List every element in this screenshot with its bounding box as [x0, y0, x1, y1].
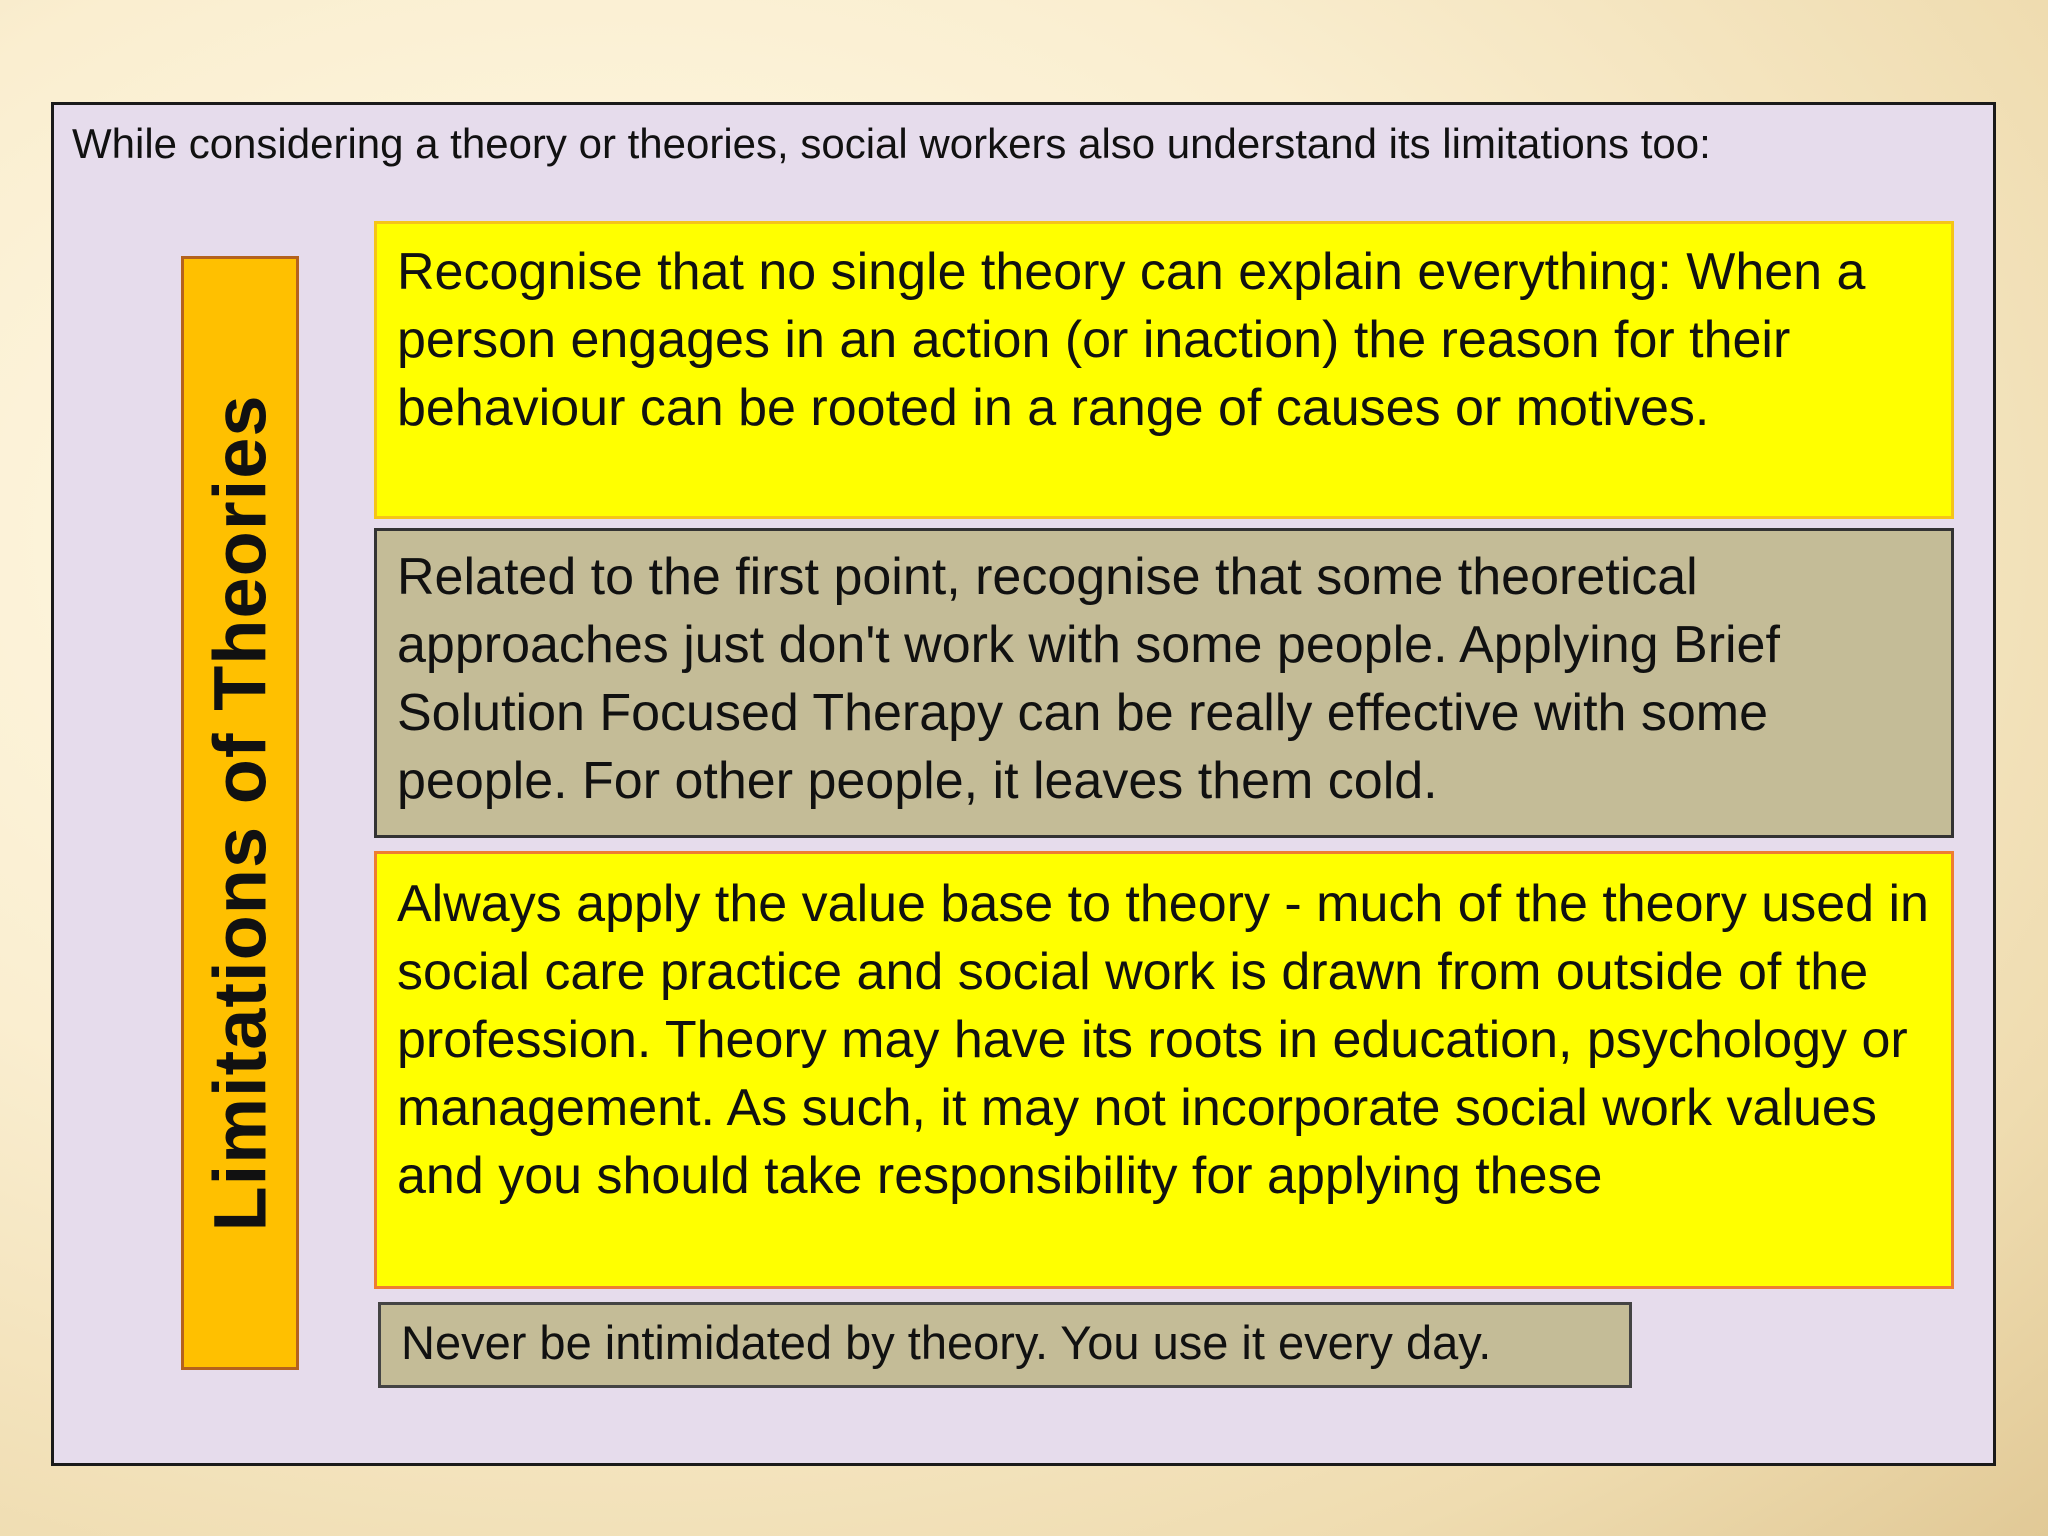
- point-box-2: Related to the first point, recognise that some theoretical approaches just don't work with some people. Applying Brief Solution Focused Therapy can be really effective with some people. For other people, it leaves them cold.: [374, 528, 1954, 838]
- side-label-text: Limitations of Theories: [198, 394, 282, 1232]
- point-box-3: Always apply the value base to theory - much of the theory used in social care practice and social work is drawn from outside of the profession. Theory may have its roots in education, psychology or management. As such, it may not incorporate social work values and you should take responsibility for applying these: [374, 851, 1954, 1289]
- point-box-1: Recognise that no single theory can explain everything: When a person engages in an action (or inaction) the reason for their behaviour can be rooted in a range of causes or motives.: [374, 221, 1954, 519]
- point-box-4: Never be intimidated by theory. You use it every day.: [378, 1302, 1632, 1388]
- side-label-box: [181, 256, 299, 1370]
- intro-text: While considering a theory or theories, social workers also understand its limitations too:: [72, 120, 1711, 167]
